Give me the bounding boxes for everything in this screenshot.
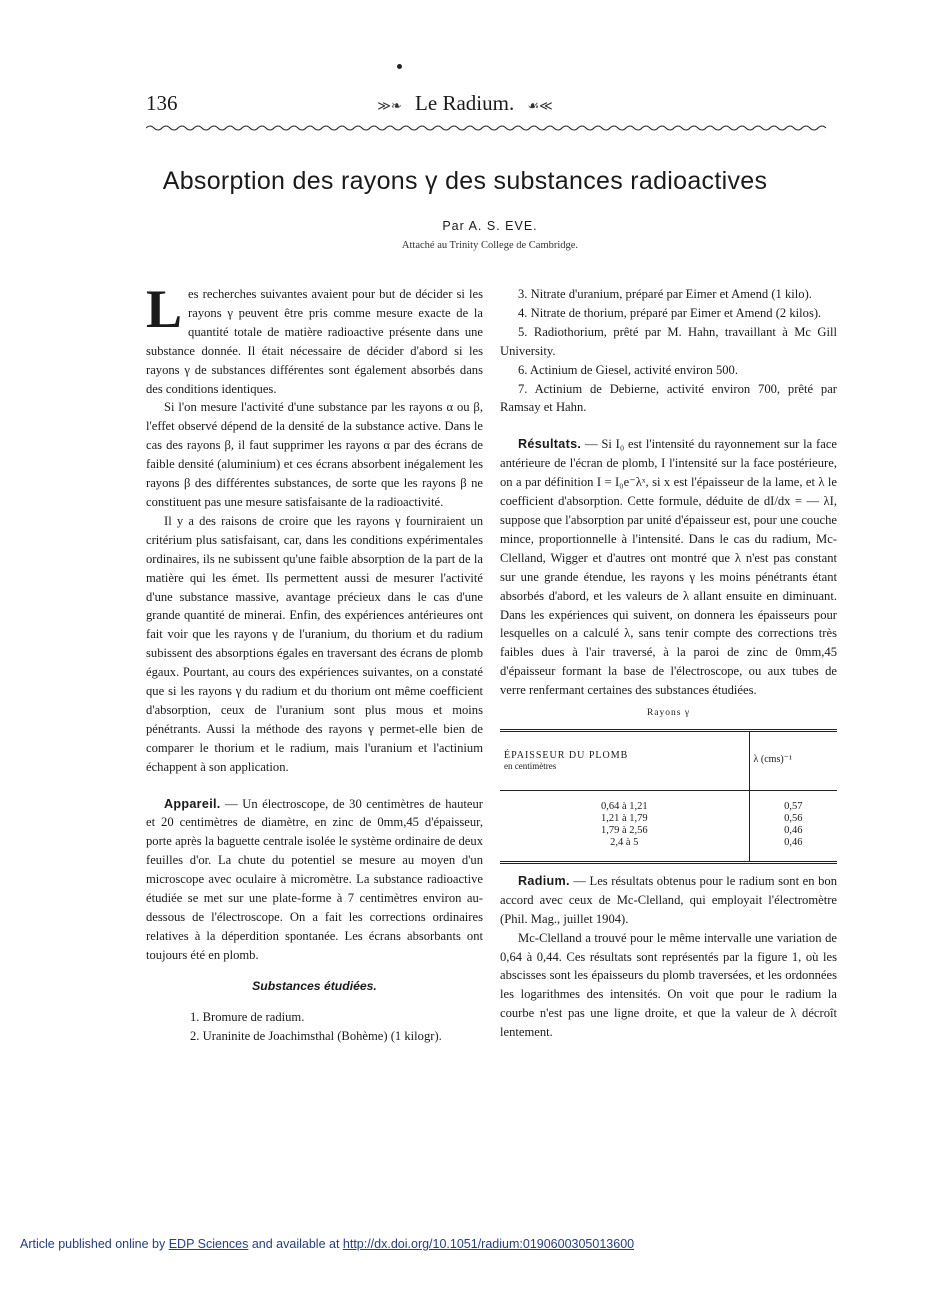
radium-text: — Les résultats obtenus pour le radium sont en bon accord avec ceux de Mc-Clelland, qui employait l'électromètre (Phil. Mag., juillet 1904). <box>500 873 837 926</box>
table-header-thickness: ÉPAISSEUR DU PLOMB en centimètres <box>500 730 749 790</box>
ornament-right-icon: ☙≪ <box>527 98 553 113</box>
substance-item-2: 2. Uraninite de Joachimsthal (Bohème) (1 kilogr). <box>190 1028 442 1043</box>
table-cells-thickness: 0,64 à 1,21 1,21 à 1,79 1,79 à 2,56 2,4 à 5 <box>500 790 749 862</box>
article-title: Absorption des rayons γ des substances radioactives <box>162 167 768 195</box>
right-column <box>500 285 837 1042</box>
footer-prefix: Article published online by <box>20 1237 169 1251</box>
left-column <box>146 279 483 1045</box>
substance-item-5: 5. Radiothorium, prêté par M. Hahn, travaillant à Mc Gill University. <box>500 324 837 358</box>
page-number: 136 <box>146 91 178 115</box>
paragraph-gamma: Il y a des raisons de croire que les rayons γ fourniraient un critérium plus satisfaisant, car, dans les conditions expérimentales ordinaires, ils ne subissent qu'une faible absorption de la part de la matière qui les émet. Ils permettent aussi de mesurer l'activité d'une substance massive, avantage précieux dans le cas d'une grande quantité de minerai. Enfin, des expériences antérieures ont fait voir que les rayons γ de l'uranium, du thorium et du radium subissent des absorptions égales en traversant des écrans de plomb égaux. Pourtant, au cours des expériences suivantes, on a constaté que si les rayons γ du radium et du thorium ont même coefficient d'absorption, ceux de l'uranium sont plus mous et moins pénétrants. Aussi la méthode des rayons γ permet-elle bien de comparer le thorium et le radium, mais l'uranium et l'actinium échappent à son application. <box>146 513 483 774</box>
radium-paragraph-2: Mc-Clelland a trouvé pour le même intervalle une variation de 0,64 à 0,44. Ces résultats sont représentés par la figure 1, où les abscisses sont les épaisseurs du plomb traversées, et les ordonnées les logarithmes des intensités. On voit que pour le radium la courbe n'est pas une ligne droite, et que la valeur de λ décroît lentement. <box>500 930 837 1040</box>
intro-paragraph <box>146 279 483 398</box>
running-title: Le Radium. <box>415 91 515 115</box>
appareil-paragraph <box>146 795 483 965</box>
radium-heading: Radium. <box>518 873 570 888</box>
substance-item-7: 7. Actinium de Debierne, activité environ 700, prêté par Ramsay et Hahn. <box>500 381 837 415</box>
substance-item-6: 6. Actinium de Giesel, activité environ 500. <box>518 362 738 377</box>
resultats-text: — Si I₀ est l'intensité du rayonnement sur la face antérieure de l'écran de plomb, I l'intensité sur la face postérieure, on a par définition I = I₀e⁻λˣ, si x est l'épaisseur de la lame, et λ le coefficient d'absorption. Cette formule, déduite de dI/dx = — λI, suppose que l'absorption par unité d'épaisseur est, pour une couche mince, proportionnelle à l'intensité. Dans le cas du radium, Mc-Clelland, Wigger et d'autres ont montré que λ n'est pas constant sur une grande étendue, les rayons γ les moins pénétrants étant absorbés d'abord, et les valeurs de λ allant ensuite en diminuant. Dans les expériences qui suivent, on donnera les épaisseurs pour lesquelles on a calculé λ, sans tenir compte des corrections très faibles dues à l'air traversé, à la paroi de zinc de 0mm,45 d'épaisseur formant la base de l'électroscope, ou aux tubes de verre renfermant certaines des substances étudiées. <box>500 437 837 698</box>
drop-cap: L <box>146 279 183 339</box>
appareil-heading: Appareil. <box>164 796 221 811</box>
radium-paragraph <box>500 872 837 929</box>
substance-item-3: 3. Nitrate d'uranium, préparé par Eimer et Amend (1 kilo). <box>518 287 812 301</box>
article-author: Par A. S. EVE. <box>442 219 538 233</box>
paragraph-alpha-beta: Si l'on mesure l'activité d'une substance par les rayons α ou β, l'effet observé dépend de la densité de la substance active. Dans le cas des rayons β, il faut supprimer les rayons α par des écrans de faible densité (aluminium) et ces écrans absorbent inégalement les rayons β des différentes substances, de sorte que les rayons β ne constituent pas une mesure satisfaisante de la radioactivité. <box>146 400 483 509</box>
table-header-lambda: λ (cms)⁻¹ <box>749 730 837 790</box>
intro-text: es recherches suivantes avaient pour but de décider si les rayons γ peuvent être pris comme mesure exacte de la quantité totale de matière radioactive présente dans une substance donnée. Il était nécessaire de décider d'abord si les rayons γ de substances différentes sont également absorbés dans des conditions identiques. <box>146 287 483 396</box>
author-affiliation: Attaché au Trinity College de Cambridge. <box>401 240 579 251</box>
substance-item-4: 4. Nitrate de thorium, préparé par Eimer et Amend (2 kilos). <box>518 305 822 320</box>
running-title-group <box>0 91 930 116</box>
ink-dot <box>397 64 402 69</box>
absorption-table <box>500 729 837 864</box>
decorative-wavy-rule <box>146 124 830 132</box>
resultats-paragraph <box>500 435 837 700</box>
table-cells-lambda: 0,57 0,56 0,46 0,46 <box>784 800 803 848</box>
substance-item-1: 1. Bromure de radium. <box>190 1009 305 1024</box>
ornament-left-icon: ≫❧ <box>377 98 402 113</box>
resultats-heading: Résultats. <box>518 437 582 452</box>
appareil-text: — Un électroscope, de 30 centimètres de hauteur et 20 centimètres de diamètre, en zinc de 0mm,45 d'épaisseur, porte après la baguette centrale isolée le système ordinaire de deux feuilles d'or. La chute du potentiel se mesure au moyen d'un microscope avec oculaire à micromètre. La substance radioactive étudiée se met sur une plate-forme à 7 centimètres environ au-dessous de l'électroscope. On a fait les corrections ordinaires relatives à la déperdition spontanée. Les écrans absorbants ont toujours été en plomb. <box>146 796 483 962</box>
substances-heading: Substances étudiées. <box>252 978 377 993</box>
footer-middle: and available at <box>248 1237 343 1251</box>
publisher-link[interactable]: EDP Sciences <box>168 1237 249 1251</box>
table-caption: Rayons γ <box>646 708 691 719</box>
doi-link[interactable]: http://dx.doi.org/10.1051/radium:0190600305013600 <box>342 1237 635 1251</box>
publication-footer <box>20 1237 634 1251</box>
table-row <box>500 790 837 862</box>
